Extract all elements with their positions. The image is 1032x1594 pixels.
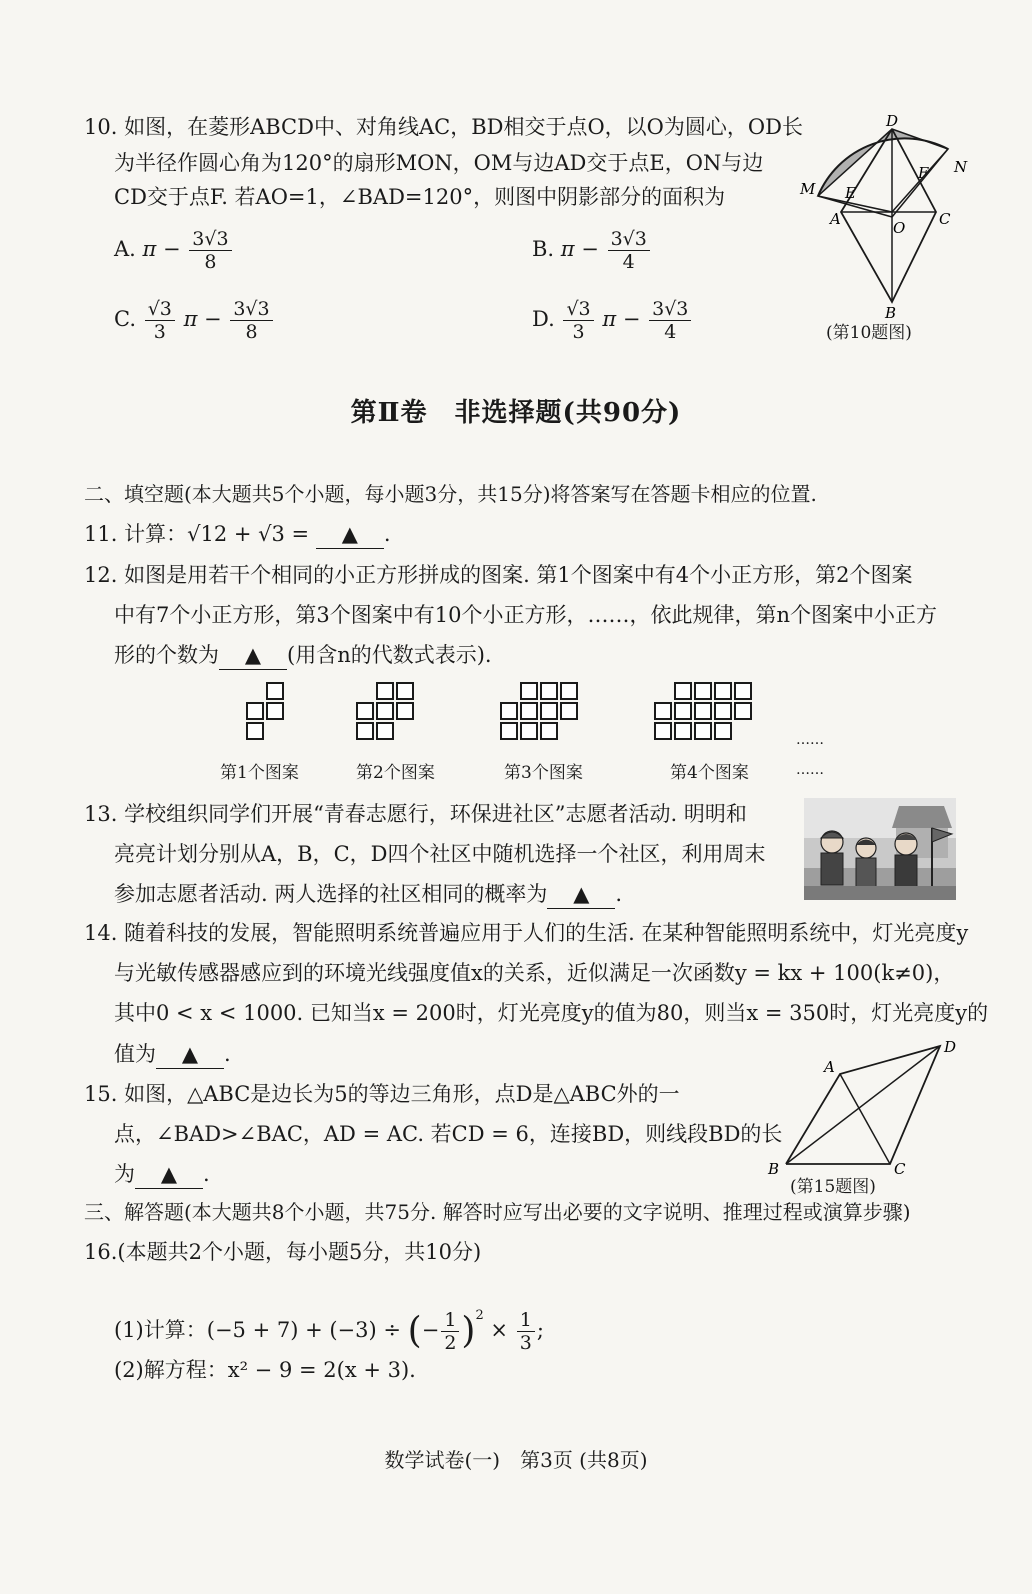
pattern-square — [674, 722, 692, 740]
q16-line1: 16.(本题共2个小题，每小题5分，共10分) — [84, 1240, 482, 1264]
q10-stem-line2: 为半径作圆心角为120°的扇形MON，OM与边AD交于点E，ON与边 — [114, 151, 764, 175]
q10-stem-line3: CD交于点F. 若AO=1，∠BAD=120°，则图中阴影部分的面积为 — [114, 185, 726, 209]
pattern-square — [266, 702, 284, 720]
pattern-square — [356, 722, 374, 740]
q10-option-b: B. π − $\frac{3√3}{4}$ — [532, 228, 652, 273]
pattern-square — [540, 722, 558, 740]
q14-line1: 14. 随着科技的发展，智能照明系统普遍应用于人们的生活. 在某种智能照明系统中，灯光亮度y — [84, 921, 969, 945]
q15-line3: 为 ▲ . — [114, 1160, 210, 1189]
q14-line3: 其中0 < x < 1000. 已知当x = 200时，灯光亮度y的值为80，则当x = 350时，灯光亮度y的 — [114, 1001, 989, 1025]
q15-line1: 15. 如图，△ABC是边长为5的等边三角形，点D是△ABC外的一 — [84, 1082, 680, 1106]
pattern-square — [540, 682, 558, 700]
pattern-square — [694, 702, 712, 720]
q15-line2: 点，∠BAD>∠BAC，AD = AC. 若CD = 6，连接BD，则线段BD的长 — [114, 1122, 783, 1146]
pattern-square — [376, 702, 394, 720]
pattern-square — [540, 702, 558, 720]
pattern-square — [654, 702, 672, 720]
pattern-square — [376, 722, 394, 740]
volunteers-illustration — [804, 798, 956, 900]
svg-text:E: E — [845, 184, 856, 202]
pattern-square — [674, 682, 692, 700]
part2-heading: 二、填空题(本大题共5个小题，每小题3分，共15分)将答案写在答题卡相应的位置. — [84, 482, 817, 506]
pattern-square — [714, 682, 732, 700]
pattern-square — [246, 722, 264, 740]
page-footer: 数学试卷(一) 第3页 (共8页) — [384, 1448, 648, 1472]
pattern-square — [396, 702, 414, 720]
q13-line1: 13. 学校组织同学们开展“青春志愿行，环保进社区”志愿者活动. 明明和 — [84, 802, 747, 826]
q10-option-c: C. $\frac{√3}{3}$ π − $\frac{3√3}{8}$ — [114, 298, 275, 343]
pattern-square — [500, 702, 518, 720]
pattern-label-3: 第3个图案 — [504, 763, 583, 783]
q10-option-d: D. $\frac{√3}{3}$ π − $\frac{3√3}{4}$ — [532, 298, 693, 343]
pattern-square — [714, 722, 732, 740]
shaded-sector — [818, 129, 948, 196]
pattern-label-2: 第2个图案 — [356, 763, 435, 783]
svg-text:F: F — [918, 164, 929, 182]
pattern-square — [734, 682, 752, 700]
svg-text:A: A — [824, 1058, 835, 1076]
svg-text:D: D — [886, 112, 899, 130]
pattern-label-1: 第1个图案 — [220, 763, 299, 783]
q14-line4: 值为 ▲ . — [114, 1040, 231, 1069]
pattern-square — [694, 682, 712, 700]
q15-figure-caption: (第15题图) — [790, 1177, 876, 1197]
q11: 11. 计算：√12 + √3 = ▲ . — [84, 520, 391, 549]
q13-answer-blank: ▲ — [547, 880, 615, 909]
q16-sub1: (1)计算：(−5 + 7) + (−3) ÷ (− $\frac{1}{2}$ )$^2$ × $\frac{1}{3}$ ; — [114, 1308, 544, 1354]
svg-text:B: B — [768, 1160, 780, 1176]
pattern-square — [654, 722, 672, 740]
pattern-label-4: 第4个图案 — [670, 763, 749, 783]
q15-figure — [760, 1036, 970, 1176]
svg-text:N: N — [954, 158, 968, 176]
svg-text:B: B — [885, 304, 897, 322]
pattern-square — [674, 702, 692, 720]
q13-line2: 亮亮计划分别从A，B，C，D四个社区中随机选择一个社区，利用周末 — [114, 842, 766, 866]
pattern-square — [266, 682, 284, 700]
part3-heading: 三、解答题(本大题共8个小题，共75分. 解答时应写出必要的文字说明、推理过程或演算步骤) — [84, 1200, 911, 1224]
q12-line1: 12. 如图是用若干个相同的小正方形拼成的图案. 第1个图案中有4个小正方形，第2个图案 — [84, 563, 913, 587]
svg-text:C: C — [939, 210, 951, 228]
pattern-square — [694, 722, 712, 740]
pattern-square — [520, 722, 538, 740]
q14-line2: 与光敏传感器感应到的环境光线强度值x的关系，近似满足一次函数y = kx + 100(k≠0)， — [114, 961, 955, 985]
pattern-square — [376, 682, 394, 700]
pattern-square — [520, 682, 538, 700]
svg-text:D: D — [944, 1038, 957, 1056]
svg-text:O: O — [893, 219, 906, 237]
svg-text:C: C — [894, 1160, 906, 1176]
pattern-square — [560, 682, 578, 700]
pattern-square — [734, 702, 752, 720]
pattern-square — [520, 702, 538, 720]
q12-line2: 中有7个小正方形，第3个图案中有10个小正方形，……，依此规律，第n个图案中小正方 — [114, 603, 937, 627]
ellipsis-top: …… — [796, 732, 824, 748]
q13-line3: 参加志愿者活动. 两人选择的社区相同的概率为 ▲ . — [114, 880, 622, 909]
pattern-square — [246, 702, 264, 720]
q12-line3: 形的个数为 ▲ (用含n的代数式表示). — [114, 641, 492, 670]
pattern-square — [356, 702, 374, 720]
q10-stem-line1: 10. 如图，在菱形ABCD中、对角线AC，BD相交于点O，以O为圆心，OD长 — [84, 115, 803, 139]
pattern-square — [714, 702, 732, 720]
pattern-square — [500, 722, 518, 740]
q10-figure — [796, 112, 976, 328]
section-title: 第Ⅱ卷 非选择题(共90分) — [350, 398, 682, 428]
svg-text:A: A — [830, 210, 841, 228]
pattern-square — [396, 682, 414, 700]
q11-answer-blank: ▲ — [316, 520, 384, 549]
pattern-square — [560, 702, 578, 720]
q10-figure-caption: (第10题图) — [826, 323, 912, 343]
svg-text:M: M — [800, 180, 816, 198]
q12-answer-blank: ▲ — [219, 641, 287, 670]
q15-answer-blank: ▲ — [135, 1160, 203, 1189]
q10-option-a: A. π − $\frac{3√3}{8}$ — [114, 228, 234, 273]
q14-answer-blank: ▲ — [156, 1040, 224, 1069]
q16-sub2: (2)解方程：x² − 9 = 2(x + 3). — [114, 1358, 416, 1382]
ellipsis-bottom: …… — [796, 762, 824, 778]
